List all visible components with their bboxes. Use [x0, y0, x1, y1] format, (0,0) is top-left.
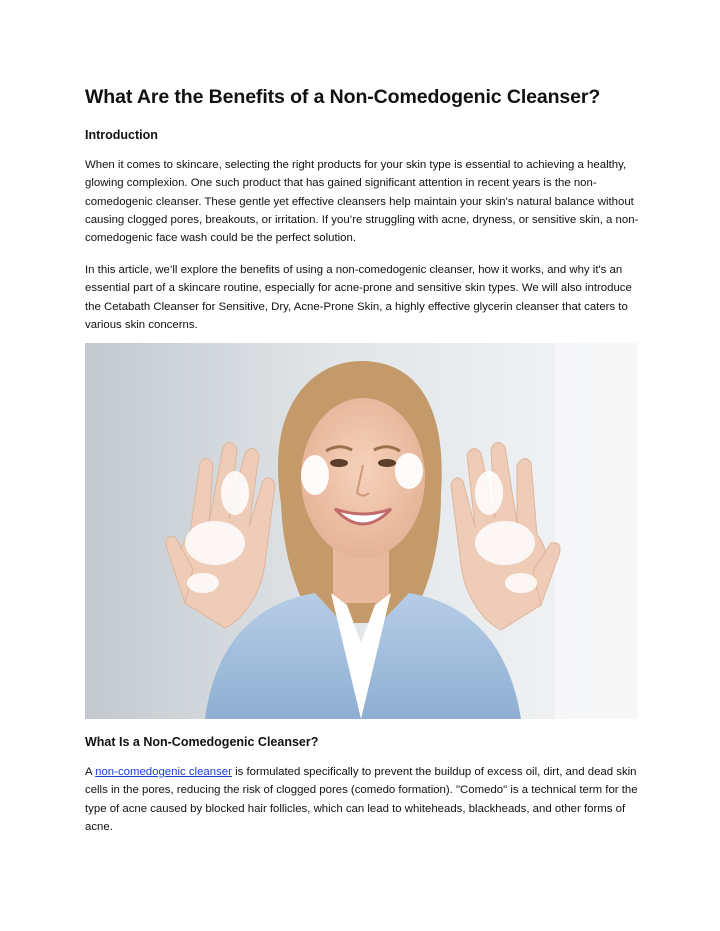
section-paragraph-prefix: A	[85, 766, 96, 778]
woman-washing-face-photo	[85, 343, 637, 719]
intro-heading: Introduction	[85, 128, 158, 142]
intro-paragraph-2: In this article, we’ll explore the benefits of using a non-comedogenic cleanser, how it works, and why it's an essential part of a skincare routine, especially for acne-prone and sensitive skin types. We will also introduce the Cetabath Cleanser for Sensitive, Dry, Acne-Prone Skin, a highly effective glycerin cleanser that caters to various skin concerns.	[85, 264, 632, 331]
intro-paragraph-1: When it comes to skincare, selecting the right products for your skin type is essential to achieving a healthy, glowing complexion. One such product that has gained significant attention in recent years is the non-comedogenic cleanser. These gentle yet effective cleansers help maintain your skin's natural balance without causing clogged pores, breakouts, or irritation. If you’re struggling with acne, dryness, or sensitive skin, a non-comedogenic face wash could be the perfect solution.	[85, 159, 639, 245]
section-paragraph	[85, 763, 645, 836]
section-heading: What Is a Non-Comedogenic Cleanser?	[85, 735, 319, 749]
section-paragraph-suffix: is formulated specifically to prevent the buildup of excess oil, dirt, and dead skin cells in the pores, reducing the risk of clogged pores (comedo formation). "Comedo" is a technical term for the type of acne caused by blocked hair follicles, which can lead to whiteheads, blackheads, and other forms of acne.	[85, 766, 638, 833]
page-title: What Are the Benefits of a Non-Comedogenic Cleanser?	[85, 86, 601, 108]
non-comedogenic-cleanser-link[interactable]: non-comedogenic cleanser	[95, 766, 232, 778]
